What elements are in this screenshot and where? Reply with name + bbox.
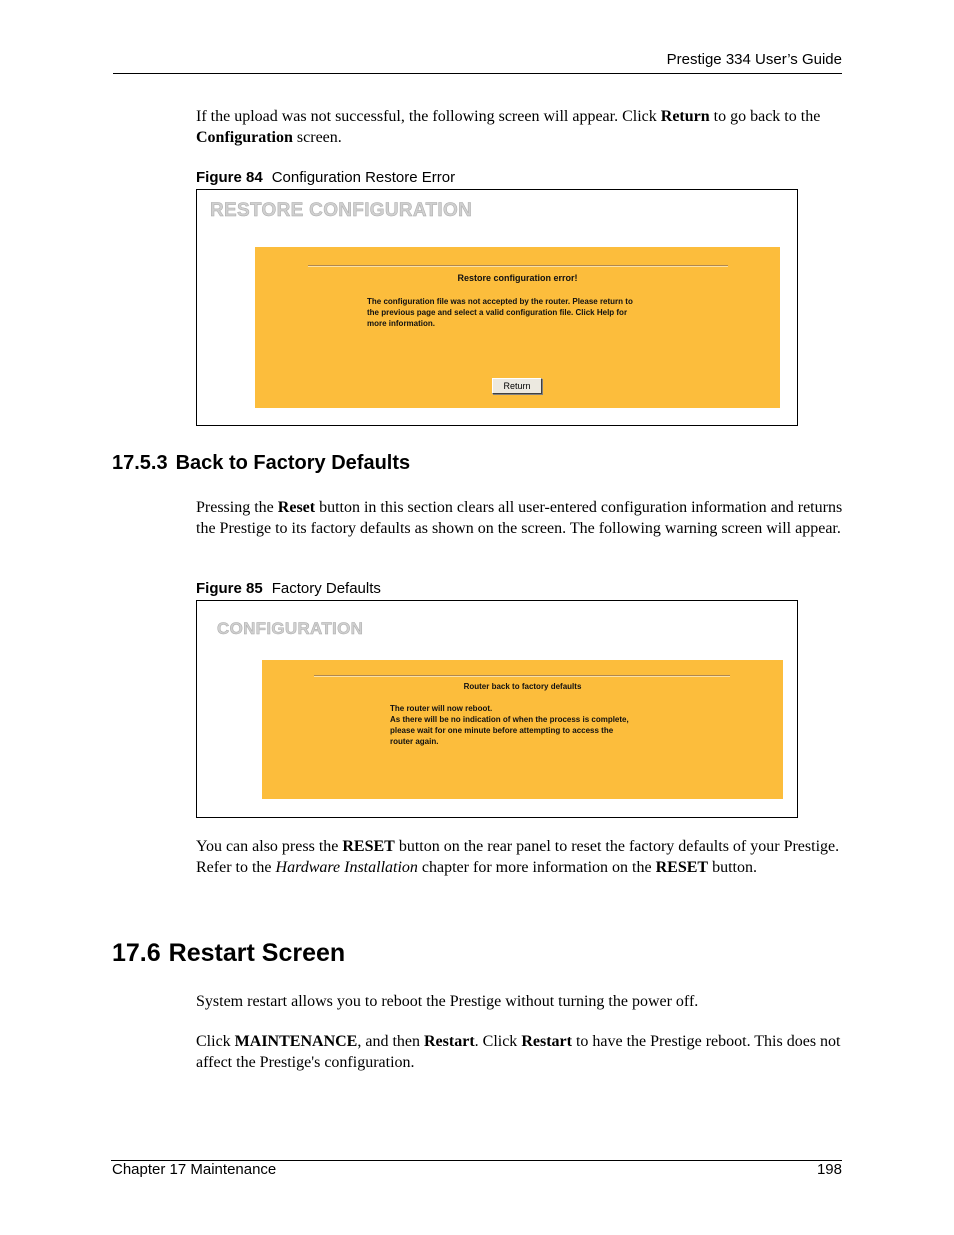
figure-85-title: Factory Defaults bbox=[271, 580, 381, 597]
figure-85-caption bbox=[196, 580, 381, 597]
reset-term: Reset bbox=[277, 499, 316, 516]
section-17-6-heading: 17.6 Restart Screen bbox=[112, 939, 346, 967]
footer-chapter: Chapter 17 Maintenance bbox=[112, 1161, 277, 1178]
configuration-title: CONFIGURATION bbox=[217, 619, 364, 638]
return-button[interactable]: Return bbox=[492, 378, 542, 394]
figure-85-screenshot bbox=[196, 600, 798, 818]
header-guide-title: Prestige 334 User’s Guide bbox=[666, 51, 842, 68]
restore-error-panel bbox=[255, 247, 780, 408]
header-rule bbox=[113, 73, 842, 74]
factory-defaults-heading: Router back to factory defaults bbox=[463, 682, 582, 691]
section-17-5-3-heading: 17.5.3 Back to Factory Defaults bbox=[112, 452, 411, 474]
restore-error-heading: Restore configuration error! bbox=[457, 273, 578, 283]
factory-defaults-message: The router will now reboot. As there will be no indication of when the process is complete, please wait for one minute before attempting to access the router again. bbox=[390, 704, 629, 746]
panel-divider bbox=[314, 675, 730, 677]
intro-paragraph: If the upload was not successful, the following screen will appear. Click Return to go back to the Configuration screen. bbox=[196, 108, 821, 146]
hardware-installation-ref: Hardware Installation bbox=[275, 858, 418, 876]
restart-intro-paragraph: System restart allows you to reboot the Prestige without turning the power off. bbox=[196, 993, 699, 1010]
restart-instructions-paragraph: Click MAINTENANCE, and then Restart. Click Restart to have the Prestige reboot. This does not affect the Prestige's configuration. bbox=[196, 1033, 841, 1071]
figure-85-number: Figure 85 bbox=[196, 580, 263, 597]
factory-defaults-paragraph: Pressing the Reset button in this section clears all user-entered configuration information and returns the Prestige to its factory defaults as shown on the screen. The following warning screen will appear. bbox=[196, 499, 843, 537]
reset-note-paragraph: You can also press the RESET button on the rear panel to reset the factory defaults of your Prestige. Refer to the Hardware Installation chapter for more information on the RESET button. bbox=[196, 838, 840, 876]
footer-page-number: 198 bbox=[816, 1161, 842, 1178]
restore-error-message: The configuration file was not accepted by the router. Please return to the previous page and select a valid configuration file. Click Help for more information. bbox=[367, 297, 633, 328]
panel-divider bbox=[308, 265, 728, 267]
configuration-term: Configuration bbox=[196, 128, 293, 146]
factory-defaults-panel bbox=[262, 660, 783, 799]
figure-84-screenshot bbox=[196, 189, 798, 426]
restore-configuration-title: RESTORE CONFIGURATION bbox=[210, 200, 473, 221]
figure-84-title: Configuration Restore Error bbox=[271, 169, 456, 186]
figure-84-caption bbox=[196, 169, 455, 186]
figure-84-number: Figure 84 bbox=[196, 169, 263, 186]
return-term: Return bbox=[660, 108, 710, 125]
